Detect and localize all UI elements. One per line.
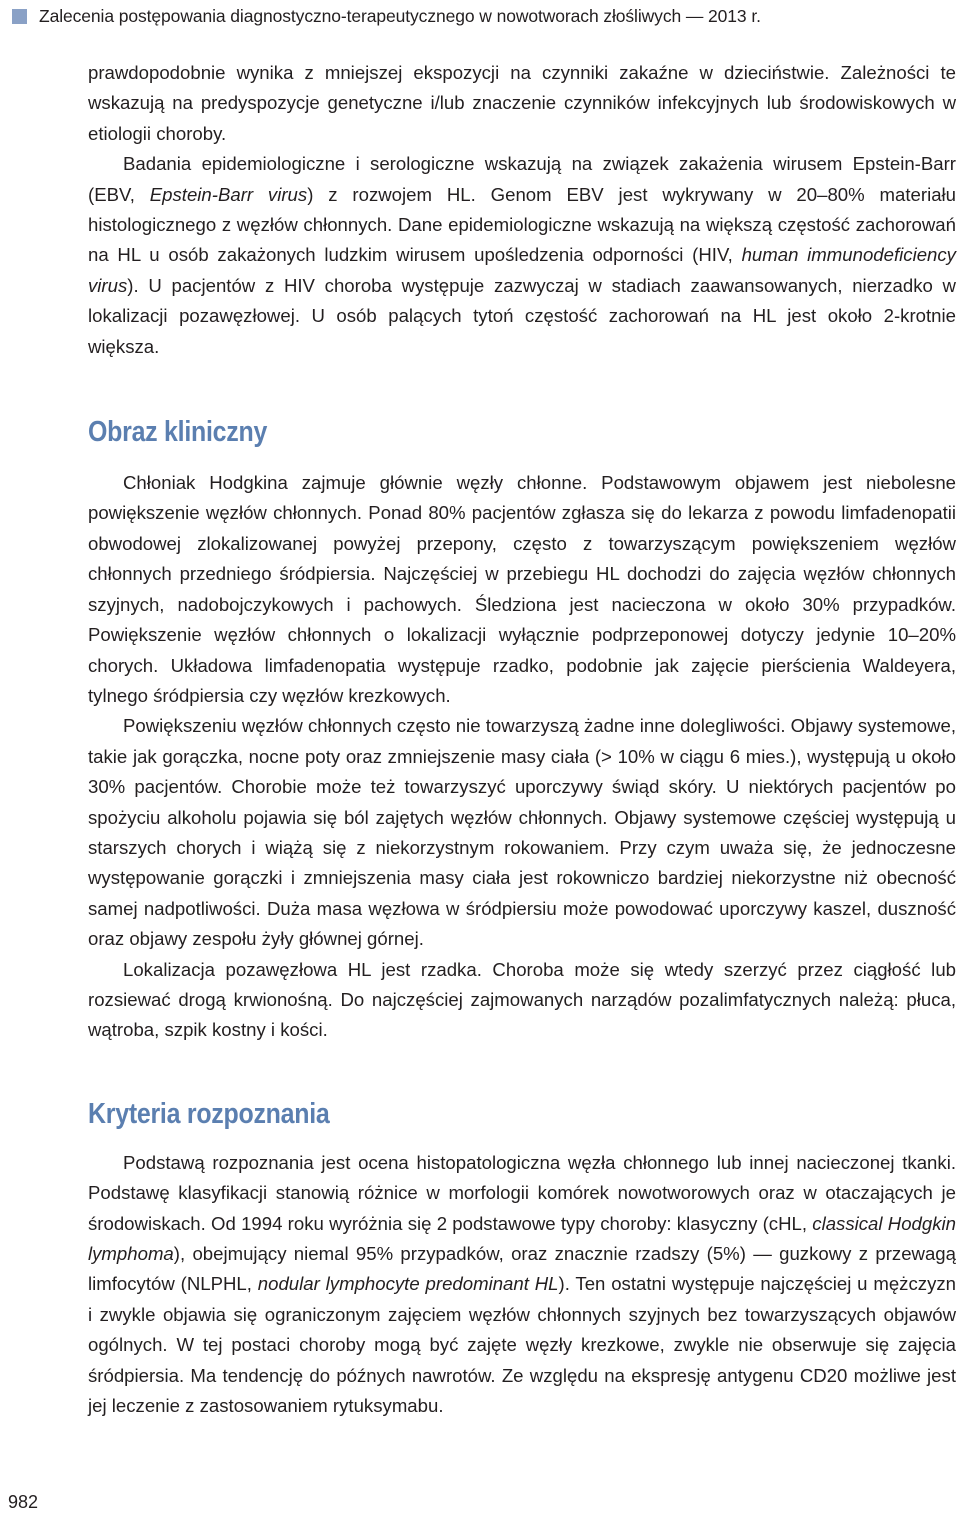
intro-p2-text-a: Badania epidemiologiczne i serologiczne wskazują na związek zakażenia wirusem Epstein-Barr (EBV,: [88, 153, 956, 205]
section-heading-diagnosis: Kryteria rozpoznania: [88, 1097, 330, 1130]
diagnosis-p1-text-c: ). Ten ostatni występuje najczęściej u mężczyzn i zwykle objawia się ograniczonym zajęciem węzłów chłonnych szyjnych bez towarzyszących objawów ogólnych. W tej postaci choroby mogą być zajęte węzły krezkowe, zwykle nie obserwuje się zajęcia śródpiersia. Ma tendencję do późnych nawrotów. Ze względu na ekspresję antygenu CD20 możliwe jest jej leczenie z zastosowaniem rytuksymabu.: [88, 1273, 957, 1417]
intro-paragraph-1: prawdopodobnie wynika z mniejszej ekspozycji na czynniki zakaźne w dzieciństwie. Zależności te wskazują na predyspozycje genetyczne i/lub znaczenie czynników infekcyjnych lub środowiskowych w etiologii choroby.: [88, 62, 956, 144]
diagnosis-chl-term: classical Hodgkin lymphoma: [88, 1212, 956, 1264]
intro-p2-ebv-term: Epstein-Barr virus: [149, 183, 308, 205]
clinical-paragraph-3: Lokalizacja pozawęzłowa HL jest rzadka. Choroba może się wtedy szerzyć przez ciągłość lub rozsiewać drogą krwionośną. Do najczęściej zajmowanych narządów pozalimfatycznych należą: płuca, wątroba, szpik kostny i kości.: [88, 958, 956, 1041]
section-heading-clinical: Obraz kliniczny: [88, 416, 268, 449]
diagnosis-nlphl-term: nodular lymphocyte predominant HL: [257, 1273, 559, 1295]
page-content: [88, 58, 956, 1421]
diagnosis-paragraph-1: [88, 1148, 956, 1422]
intro-p2-hiv-term: human immunodeficiency virus: [88, 244, 956, 296]
running-header: [12, 4, 952, 28]
header-square-marker: [12, 9, 27, 24]
diagnosis-p1-text-a: Podstawą rozpoznania jest ocena histopatologiczna węzła chłonnego lub innej nacieczonej tkanki. Podstawę klasyfikacji stanowią różnice w morfologii komórek nowotworowych oraz w otaczających je środowiskach. Od 1994 roku wyróżnia się 2 podstawowe typy choroby: klasyczny (cHL,: [88, 1151, 956, 1234]
page-number: 982: [8, 1492, 39, 1512]
intro-p2-text-b: ) z rozwojem HL. Genom EBV jest wykrywany w 20–80% materiału histologicznego z węzłów chłonnych. Dane epidemiologiczne wskazują na większą częstość zachorowań na HL u osób zakażonych ludzkim wirusem upośledzenia odporności (HIV,: [88, 183, 957, 266]
diagnosis-p1-text-b: ), obejmujący niemal 95% przypadków, oraz znacznie rzadszy (5%) — guzkowy z przewagą limfocytów (NLPHL,: [88, 1243, 956, 1295]
header-title: Zalecenia postępowania diagnostyczno-terapeutycznego w nowotworach złośliwych — 2013 r.: [39, 5, 761, 26]
clinical-paragraph-1: Chłoniak Hodgkina zajmuje głównie węzły chłonne. Podstawowym objawem jest niebolesne powiększenie węzłów chłonnych. Ponad 80% pacjentów zgłasza się do lekarza z powodu limfadenopatii obwodowej zlokalizowanej powyżej przepony, często z towarzyszącym powiększeniem węzłów chłonnych przedniego śródpiersia. Najczęściej w przebiegu HL dochodzi do zajęcia węzłów chłonnych szyjnych, nadobojczykowych i pachowych. Śledziona jest nacieczona w około 30% przypadków. Powiększenie węzłów chłonnych o lokalizacji wyłącznie podprzeponowej dotyczy jedynie 10–20% chorych. Układowa limfadenopatia występuje rzadko, podobnie jak zajęcie pierścienia Waldeyera, tylnego śródpiersia czy węzłów krezkowych.: [88, 472, 956, 706]
intro-p2-text-c: ). U pacjentów z HIV choroba występuje zazwyczaj w stadiach zaawansowanych, nierzadko w lokalizacji pozawęzłowej. U osób palących tytoń częstość zachorowań na HL jest około 2-krotnie większa.: [88, 274, 956, 357]
intro-paragraph-2: [88, 149, 956, 362]
clinical-paragraph-2: Powiększeniu węzłów chłonnych często nie towarzyszą żadne inne dolegliwości. Objawy systemowe, takie jak gorączka, nocne poty oraz zmniejszenie masy ciała (> 10% w ciągu 6 mies.), występują u około 30% pacjentów. Chorobie może też towarzyszyć uporczywy świąd skóry. U niektórych pacjentów po spożyciu alkoholu pojawia się ból zajętych węzłów chłonnych. Objawy systemowe częściej występują u starszych chorych i wiążą się z niekorzystnym rokowaniem. Przy czym uważa się, że jednoczesne występowanie gorączki i zmniejszenia masy ciała jest rokowniczo bardziej niekorzystne niż obecność samej nadpotliwości. Duża masa węzłowa w śródpiersiu może powodować uporczywy kaszel, duszność oraz objawy zespołu żyły głównej górnej.: [88, 715, 956, 950]
